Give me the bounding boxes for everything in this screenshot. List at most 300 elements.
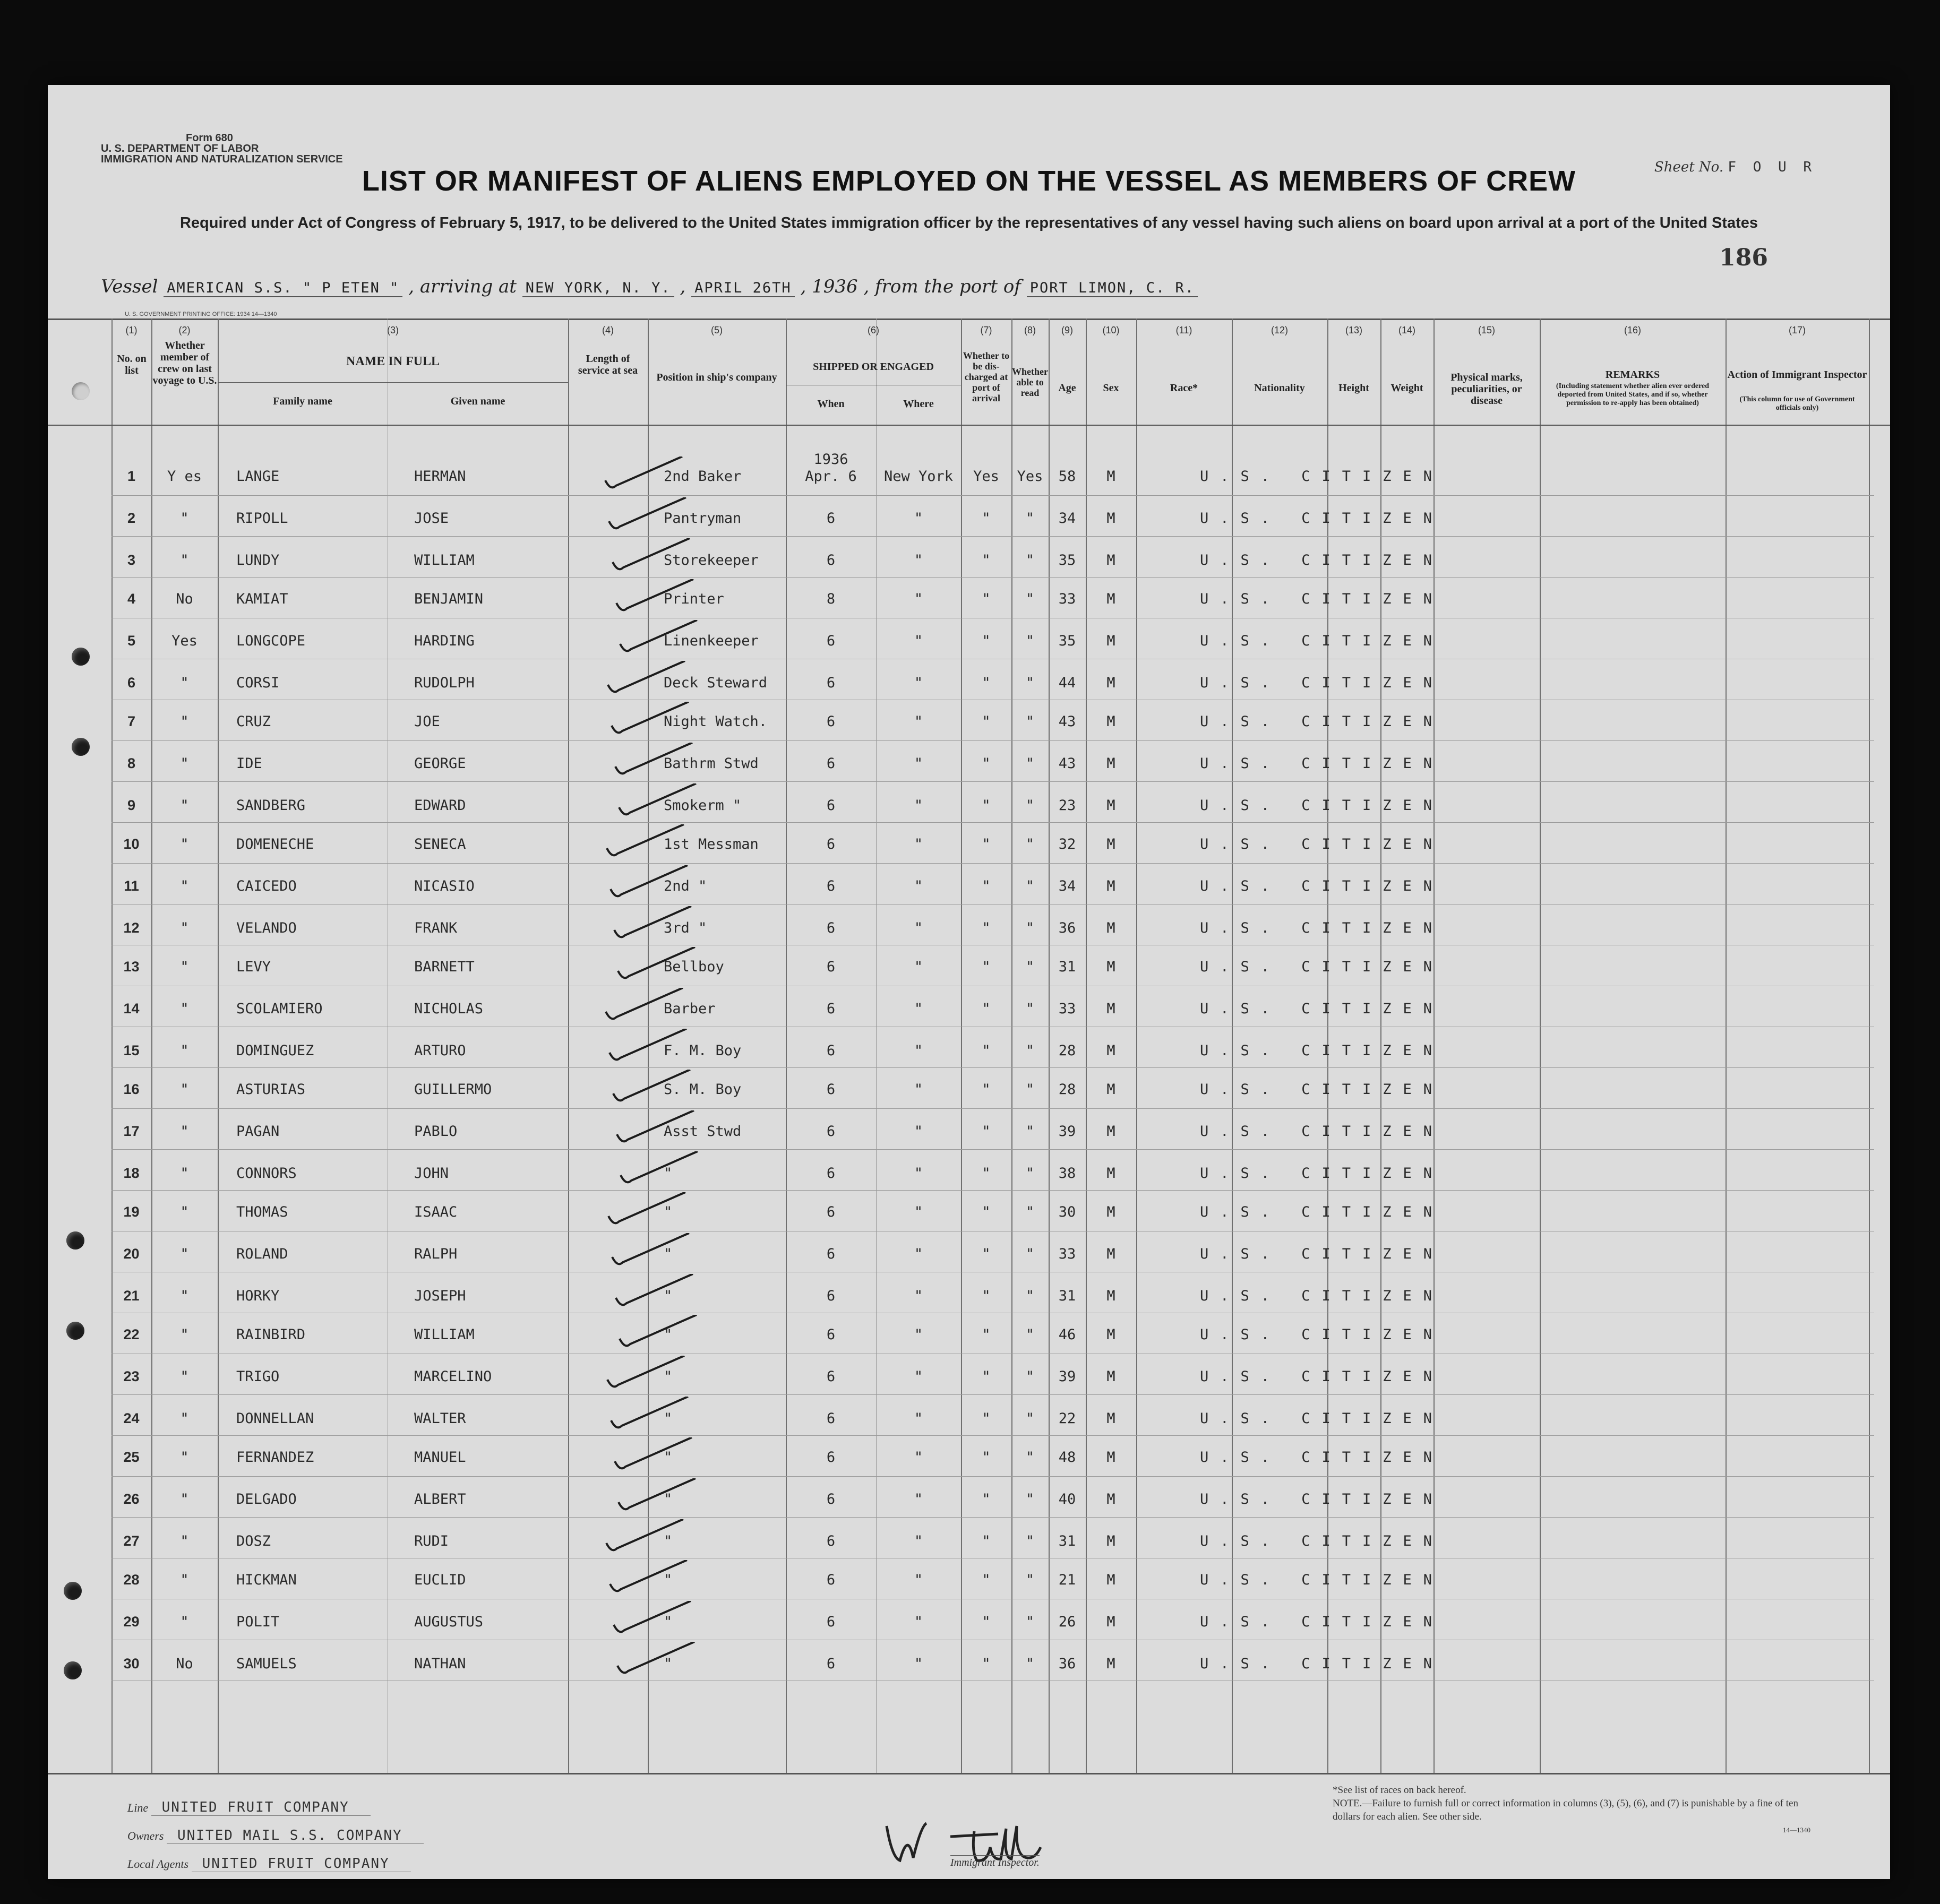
family-name: DOMENECHE: [236, 836, 314, 852]
check-mark: [603, 620, 730, 657]
to-be-discharged: ": [982, 878, 991, 894]
sex: M: [1106, 959, 1115, 975]
shipped-where: ": [914, 1123, 923, 1140]
sex: M: [1106, 1246, 1115, 1262]
to-be-discharged: ": [982, 1368, 991, 1385]
family-name: POLIT: [236, 1614, 280, 1630]
punch-hole: [64, 1582, 82, 1600]
shipped-where: ": [914, 959, 923, 975]
crew-member-flag: ": [180, 1165, 189, 1182]
given-name: BENJAMIN: [414, 591, 484, 607]
row-rule: [111, 1476, 1874, 1477]
check-mark: [603, 702, 730, 739]
able-to-read: ": [1025, 920, 1035, 936]
able-to-read: ": [1025, 510, 1035, 527]
check-mark: [603, 579, 730, 616]
shipped-where: ": [914, 1491, 923, 1507]
year-prefix: , 19: [800, 276, 835, 297]
shipped-where: ": [914, 510, 923, 527]
ship-position: Deck Steward: [664, 675, 768, 691]
shipped-when: 6: [826, 552, 836, 568]
age: 39: [1058, 1368, 1076, 1385]
footer-note: [1333, 1784, 1810, 1837]
owners-value: UNITED MAIL S.S. COMPANY: [167, 1828, 424, 1844]
row-rule: [111, 1067, 1874, 1068]
to-be-discharged: ": [982, 959, 991, 975]
shipped-when: 6: [826, 1246, 836, 1262]
col-num: (7): [980, 325, 992, 335]
crew-member-flag: ": [180, 1081, 189, 1098]
from-port: PORT LIMON, C. R.: [1027, 280, 1198, 297]
sex: M: [1106, 1491, 1115, 1507]
shipped-where: ": [914, 1043, 923, 1059]
penalty-note: NOTE.—Failure to furnish full or correct information in columns (3), (5), (6), and (7) is punishable by a fine of ten dollars for each alien. See other side.: [1333, 1798, 1798, 1822]
sex: M: [1106, 1368, 1115, 1385]
header-action-note: (This column for use of Government officials only): [1739, 395, 1855, 412]
crew-member-flag: ": [180, 1001, 189, 1017]
sex: M: [1106, 1165, 1115, 1182]
shipped-where: ": [914, 836, 923, 852]
nationality: U.S. CITIZEN: [1200, 920, 1444, 936]
age: 30: [1058, 1204, 1076, 1220]
ship-position: ": [664, 1572, 673, 1588]
row-number: 23: [123, 1368, 140, 1384]
ship-position: Smokerm ": [664, 797, 742, 814]
header-race: Race*: [1170, 382, 1198, 394]
row-number: 20: [123, 1246, 140, 1262]
given-name: RUDOLPH: [414, 675, 475, 691]
nationality: U.S. CITIZEN: [1200, 1081, 1444, 1098]
nationality: U.S. CITIZEN: [1200, 1043, 1444, 1059]
row-number: 5: [127, 633, 136, 649]
ship-position: S. M. Boy: [664, 1081, 742, 1098]
age: 21: [1058, 1572, 1076, 1588]
crew-member-flag: ": [180, 1368, 189, 1385]
row-number: 18: [123, 1165, 140, 1181]
header-crew-member: Whether member of crew on last voyage to U.S.: [152, 340, 217, 386]
shipped-when: 6: [826, 1326, 836, 1343]
sex: M: [1106, 1001, 1115, 1017]
check-mark: [603, 1397, 730, 1434]
given-name: EUCLID: [414, 1572, 466, 1588]
sex: M: [1106, 1204, 1115, 1220]
given-name: WILLIAM: [414, 552, 475, 568]
family-name: SAMUELS: [236, 1656, 297, 1672]
header-able-to-read: Whether able to read: [1012, 366, 1048, 398]
shipped-when: 6: [826, 1449, 836, 1466]
shipped-when: 6: [826, 1043, 836, 1059]
shipped-when: 6: [826, 1081, 836, 1098]
able-to-read: Yes: [1017, 468, 1043, 485]
sex: M: [1106, 1288, 1115, 1304]
family-name: ROLAND: [236, 1246, 288, 1262]
given-name: JOHN: [414, 1165, 449, 1182]
row-number: 10: [123, 836, 140, 852]
to-be-discharged: ": [982, 552, 991, 568]
shipped-where: ": [914, 878, 923, 894]
sex: M: [1106, 1656, 1115, 1672]
table-bottom-rule: [48, 1773, 1890, 1774]
age: 31: [1058, 1288, 1076, 1304]
shipped-where: ": [914, 1081, 923, 1098]
check-mark: [603, 743, 730, 780]
family-name: LEVY: [236, 959, 271, 975]
row-number: 25: [123, 1449, 140, 1465]
shipped-where: ": [914, 1288, 923, 1304]
crew-member-flag: ": [180, 920, 189, 936]
from-label: , from the port of: [863, 276, 1021, 297]
shipped-when: 6: [826, 1165, 836, 1182]
col-num: (13): [1345, 325, 1362, 335]
family-name: CRUZ: [236, 713, 271, 730]
age: 39: [1058, 1123, 1076, 1140]
crew-member-flag: ": [180, 755, 189, 772]
header-name-in-full: NAME IN FULL: [346, 355, 440, 368]
given-name: WILLIAM: [414, 1326, 475, 1343]
to-be-discharged: ": [982, 1204, 991, 1220]
able-to-read: ": [1025, 1368, 1035, 1385]
age: 33: [1058, 1246, 1076, 1262]
footer-owners: [127, 1828, 424, 1843]
to-be-discharged: Yes: [973, 468, 999, 485]
crew-member-flag: ": [180, 878, 189, 894]
to-be-discharged: ": [982, 1533, 991, 1549]
sex: M: [1106, 1081, 1115, 1098]
sex: M: [1106, 468, 1115, 485]
given-name: EDWARD: [414, 797, 466, 814]
shipped-when: 8: [826, 591, 836, 607]
nationality: U.S. CITIZEN: [1200, 1449, 1444, 1466]
age: 33: [1058, 1001, 1076, 1017]
ship-position: Bathrm Stwd: [664, 755, 759, 772]
able-to-read: ": [1025, 1123, 1035, 1140]
stamped-page-number: 186: [1719, 244, 1768, 271]
col-num: (15): [1478, 325, 1495, 335]
check-mark: [603, 824, 730, 861]
age: 46: [1058, 1326, 1076, 1343]
family-name: THOMAS: [236, 1204, 288, 1220]
punch-hole: [66, 1231, 84, 1250]
given-name: FRANK: [414, 920, 458, 936]
row-number: 2: [127, 510, 136, 526]
able-to-read: ": [1025, 1204, 1035, 1220]
sex: M: [1106, 878, 1115, 894]
check-mark: [603, 906, 730, 943]
sex: M: [1106, 675, 1115, 691]
shipped-when: 6: [826, 878, 836, 894]
header-when: When: [817, 398, 845, 410]
to-be-discharged: ": [982, 920, 991, 936]
crew-member-flag: ": [180, 959, 189, 975]
line-label: Line: [127, 1801, 149, 1814]
check-mark: [603, 1233, 730, 1270]
ship-position: ": [664, 1410, 673, 1427]
shipped-where: ": [914, 1001, 923, 1017]
department-name: U. S. DEPARTMENT OF LABOR: [101, 143, 259, 154]
given-name: ARTURO: [414, 1043, 466, 1059]
given-name: WALTER: [414, 1410, 466, 1427]
arriving-label: , arriving at: [408, 276, 517, 297]
ship-position: ": [664, 1246, 673, 1262]
ship-position: Bellboy: [664, 959, 724, 975]
given-name: MANUEL: [414, 1449, 466, 1466]
given-name: GUILLERMO: [414, 1081, 492, 1098]
check-mark: [603, 661, 730, 698]
crew-member-flag: Yes: [171, 633, 198, 649]
to-be-discharged: ": [982, 755, 991, 772]
shipped-when: 6: [826, 1001, 836, 1017]
header-shipped-engaged: SHIPPED OR ENGAGED: [813, 361, 934, 373]
row-number: 17: [123, 1123, 140, 1139]
row-number: 15: [123, 1043, 140, 1058]
to-be-discharged: ": [982, 1081, 991, 1098]
shipped-where: ": [914, 1368, 923, 1385]
able-to-read: ": [1025, 1246, 1035, 1262]
able-to-read: ": [1025, 1288, 1035, 1304]
shipped-where: ": [914, 1204, 923, 1220]
given-name: HARDING: [414, 633, 475, 649]
row-number: 21: [123, 1288, 140, 1304]
row-number: 30: [123, 1656, 140, 1672]
age: 31: [1058, 1533, 1076, 1549]
row-rule: [111, 781, 1874, 782]
service-name: IMMIGRATION AND NATURALIZATION SERVICE: [101, 153, 343, 165]
ship-position: ": [664, 1165, 673, 1182]
header-remarks-note: (Including statement whether alien ever ordered deported from United States, and if so, whether permission to re-apply has been obtained): [1556, 382, 1710, 407]
age: 22: [1058, 1410, 1076, 1427]
family-name: DONNELLAN: [236, 1410, 314, 1427]
nationality: U.S. CITIZEN: [1200, 1165, 1444, 1182]
line-value: UNITED FRUIT COMPANY: [151, 1799, 371, 1816]
crew-member-flag: No: [176, 591, 193, 607]
row-rule: [111, 822, 1874, 823]
family-name: KAMIAT: [236, 591, 288, 607]
col-num: (17): [1788, 325, 1806, 335]
able-to-read: ": [1025, 1572, 1035, 1588]
given-name: NATHAN: [414, 1656, 466, 1672]
race-note: *See list of races on back hereof.: [1333, 1785, 1466, 1796]
punch-hole: [72, 738, 90, 756]
nationality: U.S. CITIZEN: [1200, 755, 1444, 772]
shipped-where: ": [914, 920, 923, 936]
row-rule: [111, 1108, 1874, 1109]
shipped-when: 6: [826, 1614, 836, 1630]
col-num: (9): [1061, 325, 1073, 335]
nationality: U.S. CITIZEN: [1200, 1533, 1444, 1549]
nationality: U.S. CITIZEN: [1200, 797, 1444, 814]
age: 43: [1058, 713, 1076, 730]
shipped-where: ": [914, 755, 923, 772]
row-number: 16: [123, 1081, 140, 1097]
able-to-read: ": [1025, 1410, 1035, 1427]
given-name: AUGUSTUS: [414, 1614, 484, 1630]
form-number: Form 680: [186, 132, 233, 144]
col-num: (14): [1398, 325, 1415, 335]
agents-value: UNITED FRUIT COMPANY: [192, 1856, 411, 1872]
page-subtitle: Required under Act of Congress of February 5, 1917, to be delivered to the United States immigration officer by the representatives of any vessel having such aliens on board upon arrival at a port of the United States: [179, 214, 1758, 231]
ship-position: ": [664, 1656, 673, 1672]
shipped-when: 6: [826, 1656, 836, 1672]
able-to-read: ": [1025, 633, 1035, 649]
crew-member-flag: ": [180, 1204, 189, 1220]
sex: M: [1106, 755, 1115, 772]
nationality: U.S. CITIZEN: [1200, 510, 1444, 527]
to-be-discharged: ": [982, 1123, 991, 1140]
check-mark: [603, 1110, 730, 1148]
ship-position: ": [664, 1533, 673, 1549]
sheet-value: F O U R: [1728, 159, 1816, 175]
ship-position: Barber: [664, 1001, 716, 1017]
age: 28: [1058, 1081, 1076, 1098]
row-rule: [111, 863, 1874, 864]
crew-member-flag: ": [180, 1410, 189, 1427]
family-name: LANGE: [236, 468, 280, 485]
given-name: BARNETT: [414, 959, 475, 975]
shipped-when: 6: [826, 836, 836, 852]
header-nationality: Nationality: [1254, 382, 1305, 394]
crew-member-flag: ": [180, 675, 189, 691]
printing-office-note: U. S. GOVERNMENT PRINTING OFFICE: 1934 14—1340: [125, 311, 277, 317]
ship-position: F. M. Boy: [664, 1043, 742, 1059]
check-mark: [603, 1519, 730, 1556]
age: 33: [1058, 591, 1076, 607]
crew-member-flag: ": [180, 836, 189, 852]
ship-position: 2nd ": [664, 878, 707, 894]
sex: M: [1106, 920, 1115, 936]
able-to-read: ": [1025, 1491, 1035, 1507]
ship-position: ": [664, 1288, 673, 1304]
shipped-where: ": [914, 1572, 923, 1588]
ship-position: Asst Stwd: [664, 1123, 742, 1140]
row-number: 6: [127, 675, 136, 691]
shipped-when: 6: [826, 1368, 836, 1385]
check-mark: [603, 1315, 730, 1352]
nationality: U.S. CITIZEN: [1200, 713, 1444, 730]
family-name: RIPOLL: [236, 510, 288, 527]
crew-member-flag: ": [180, 713, 189, 730]
age: 44: [1058, 675, 1076, 691]
header-no-on-list: No. on list: [117, 353, 147, 376]
shipped-where: ": [914, 1326, 923, 1343]
given-name: NICASIO: [414, 878, 475, 894]
shipped-when: Apr. 6: [805, 468, 857, 485]
sex: M: [1106, 1043, 1115, 1059]
family-name: PAGAN: [236, 1123, 280, 1140]
age: 34: [1058, 510, 1076, 527]
family-name: HICKMAN: [236, 1572, 297, 1588]
able-to-read: ": [1025, 591, 1035, 607]
header-physical-marks: Physical marks, peculiarities, or disease: [1450, 372, 1523, 407]
check-mark: [603, 1274, 730, 1311]
row-number: 1: [127, 468, 136, 484]
check-mark: [603, 497, 730, 535]
sex: M: [1106, 552, 1115, 568]
age: 58: [1058, 468, 1076, 485]
age: 35: [1058, 633, 1076, 649]
col-num: (6): [868, 325, 879, 335]
age: 36: [1058, 920, 1076, 936]
shipped-when: 6: [826, 1533, 836, 1549]
family-name: DELGADO: [236, 1491, 297, 1507]
family-name: VELANDO: [236, 920, 297, 936]
family-name: ASTURIAS: [236, 1081, 306, 1098]
row-number: 3: [127, 552, 136, 568]
col-num: (16): [1624, 325, 1641, 335]
shipped-when: 6: [826, 755, 836, 772]
given-name: ALBERT: [414, 1491, 466, 1507]
check-mark: [603, 1192, 730, 1229]
given-name: HERMAN: [414, 468, 466, 485]
to-be-discharged: ": [982, 1656, 991, 1672]
row-number: 11: [124, 878, 139, 894]
family-name: SCOLAMIERO: [236, 1001, 323, 1017]
row-number: 28: [123, 1572, 140, 1588]
age: 28: [1058, 1043, 1076, 1059]
given-name: JOSEPH: [414, 1288, 466, 1304]
sheet-label: Sheet No.: [1654, 159, 1724, 175]
row-number: 26: [123, 1491, 140, 1507]
age: 43: [1058, 755, 1076, 772]
row-number: 22: [123, 1326, 140, 1342]
row-number: 7: [127, 713, 136, 729]
able-to-read: ": [1025, 797, 1035, 814]
header-age: Age: [1058, 382, 1076, 394]
able-to-read: ": [1025, 1001, 1035, 1017]
col-num: (4): [602, 325, 614, 335]
ship-position: ": [664, 1614, 673, 1630]
nationality: U.S. CITIZEN: [1200, 1572, 1444, 1588]
age: 26: [1058, 1614, 1076, 1630]
row-number: 14: [123, 1001, 140, 1016]
given-name: NICHOLAS: [414, 1001, 484, 1017]
able-to-read: ": [1025, 1043, 1035, 1059]
to-be-discharged: ": [982, 797, 991, 814]
row-number: 29: [123, 1614, 140, 1630]
shipped-where: ": [914, 591, 923, 607]
family-name: CONNORS: [236, 1165, 297, 1182]
crew-member-flag: No: [176, 1656, 193, 1672]
nationality: U.S. CITIZEN: [1200, 591, 1444, 607]
ship-position: Printer: [664, 591, 724, 607]
able-to-read: ": [1025, 675, 1035, 691]
to-be-discharged: ": [982, 510, 991, 527]
shipped-when: 6: [826, 633, 836, 649]
row-rule: [111, 1149, 1874, 1150]
age: 35: [1058, 552, 1076, 568]
footer-line: [127, 1799, 371, 1815]
check-mark: [603, 1356, 730, 1393]
row-rule: [111, 1517, 1874, 1518]
given-name: SENECA: [414, 836, 466, 852]
shipped-where: ": [914, 552, 923, 568]
given-name: PABLO: [414, 1123, 458, 1140]
to-be-discharged: ": [982, 1326, 991, 1343]
given-name: GEORGE: [414, 755, 466, 772]
row-rule: [111, 536, 1874, 537]
able-to-read: ": [1025, 755, 1035, 772]
crew-member-flag: ": [180, 797, 189, 814]
header-weight: Weight: [1390, 382, 1423, 394]
given-name: JOE: [414, 713, 440, 730]
able-to-read: ": [1025, 836, 1035, 852]
age: 38: [1058, 1165, 1076, 1182]
shipped-where: ": [914, 1449, 923, 1466]
row-rule: [111, 1394, 1874, 1395]
shipped-where: ": [914, 1246, 923, 1262]
nationality: U.S. CITIZEN: [1200, 1491, 1444, 1507]
given-name: MARCELINO: [414, 1368, 492, 1385]
crew-member-flag: ": [180, 1533, 189, 1549]
